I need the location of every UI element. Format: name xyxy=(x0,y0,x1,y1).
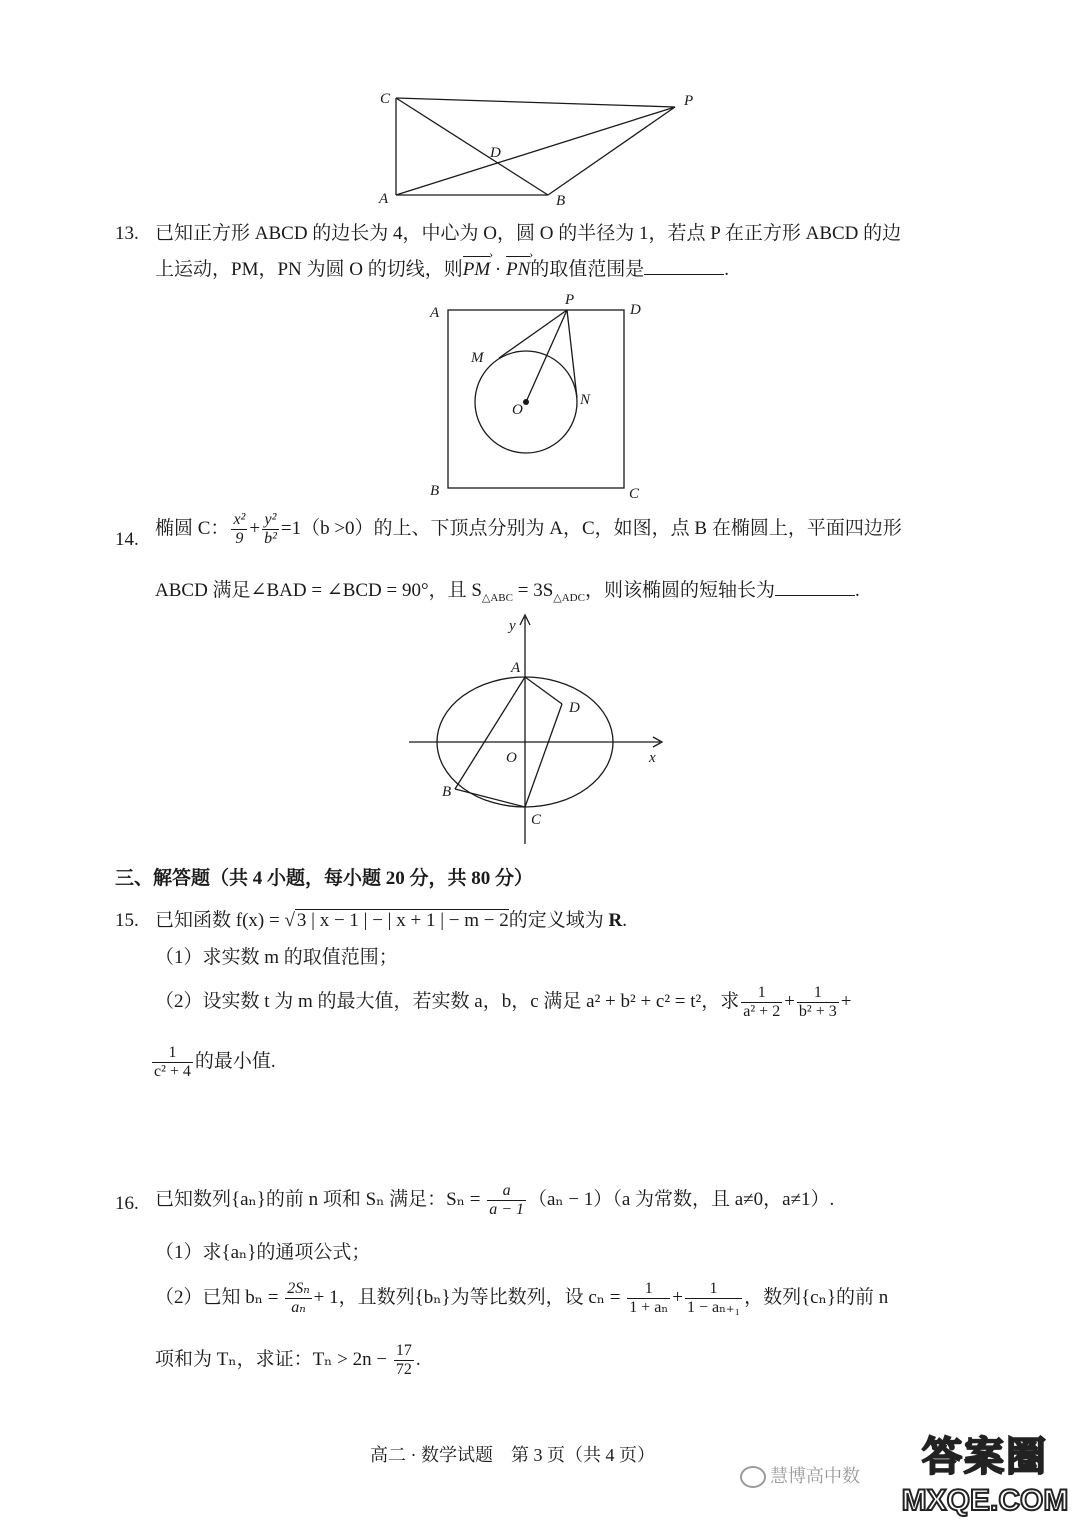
fraction-17-over-72 xyxy=(394,1343,414,1378)
label-a: A xyxy=(430,305,440,321)
denominator: aₙ xyxy=(291,1299,306,1316)
fraction-1-over-c2-plus-4 xyxy=(152,1045,193,1080)
q15-line1 xyxy=(155,911,627,930)
denominator: 1 − aₙ₊₁ xyxy=(686,1299,741,1316)
logo-top-text: 答案圈 xyxy=(922,1435,1048,1479)
plus-sign: + xyxy=(672,1286,683,1308)
numerator: 1 xyxy=(797,985,839,1003)
denominator: c² + 4 xyxy=(154,1063,191,1080)
period: . xyxy=(724,259,730,280)
q16-p2-a: （2）已知 bₙ = xyxy=(155,1286,284,1308)
q13-line2-a: 上运动，PM，PN 为圆 O 的切线，则 xyxy=(155,259,463,280)
q14-l1-a: 椭圆 C： xyxy=(155,517,230,539)
vector-pm: PM › xyxy=(463,260,490,279)
section-title: 三、解答题（共 4 小题，每小题 20 分，共 80 分） xyxy=(115,868,534,889)
figure-q14 xyxy=(405,612,670,852)
numerator: 1 xyxy=(627,1281,670,1299)
vector-pn: PN › xyxy=(506,260,530,279)
plus-sign: + xyxy=(784,990,795,1012)
q16-p2-b: + 1，且数列{bₙ}为等比数列，设 cₙ = xyxy=(313,1286,626,1308)
numerator: 17 xyxy=(395,1342,412,1359)
numerator: y² xyxy=(262,512,279,530)
q13-line2-b: 的取值范围是 xyxy=(530,259,645,280)
answer-blank xyxy=(644,274,724,275)
label-o: O xyxy=(512,402,523,418)
q16-part2 xyxy=(155,1281,888,1316)
q15-number: 15. xyxy=(115,910,139,931)
denominator: 9 xyxy=(235,530,244,547)
logo-watermark xyxy=(895,1425,1075,1525)
figure-q12 xyxy=(370,85,700,210)
q14-line1 xyxy=(155,512,902,547)
dot-operator: · xyxy=(490,259,506,280)
label-d: D xyxy=(569,700,580,716)
label-c: C xyxy=(380,91,391,107)
label-c: C xyxy=(531,812,542,828)
denominator: 1 + aₙ xyxy=(629,1299,669,1316)
wechat-icon xyxy=(740,1466,766,1488)
q15-part1: （1）求实数 m 的取值范围； xyxy=(155,947,398,968)
q16-p3-a: 项和为 Tₙ，求证：Tₙ > 2n − xyxy=(155,1348,392,1370)
fraction-1-over-1-plus-an xyxy=(627,1281,670,1316)
fraction-1-over-a2-plus-2 xyxy=(741,985,782,1020)
label-b: B xyxy=(556,193,566,209)
sqrt-sign: √ xyxy=(284,910,295,931)
denominator: a − 1 xyxy=(489,1201,524,1218)
numerator: x² xyxy=(233,511,246,528)
subscript-abc: △ABC xyxy=(481,591,513,604)
real-numbers-symbol: R xyxy=(608,910,623,931)
label-b: B xyxy=(442,784,452,800)
fraction-1-over-b2-plus-3 xyxy=(797,985,839,1020)
period: . xyxy=(622,910,627,931)
q15-p2-a: （2）设实数 t 为 m 的最大值，若实数 a，b，c 满足 a² + b² + c² = t²，求 xyxy=(155,990,740,1012)
q14-l2-b: = 3S xyxy=(512,580,554,601)
q13-line2 xyxy=(155,260,729,279)
q15-part2 xyxy=(155,985,851,1020)
label-c: C xyxy=(629,486,640,502)
denominator: a² + 2 xyxy=(743,1003,781,1020)
label-o: O xyxy=(506,750,517,766)
q16-l1-a: 已知数列{aₙ}的前 n 项和 Sₙ 满足：Sₙ = xyxy=(155,1188,486,1210)
answer-blank xyxy=(775,595,855,596)
q13-line1: 已知正方形 ABCD 的边长为 4，中心为 O，圆 O 的半径为 1，若点 P 在正方形 ABCD 的边 xyxy=(155,223,902,244)
fraction-1-over-1-minus-an1 xyxy=(685,1281,742,1316)
q15-p2-b: 的最小值. xyxy=(194,1050,276,1072)
q15-l1-a: 已知函数 f(x) = xyxy=(155,910,285,931)
label-p: P xyxy=(565,292,575,308)
figure-q13 xyxy=(425,290,655,505)
label-a: A xyxy=(379,191,389,207)
numerator: a xyxy=(487,1183,526,1201)
denominator: b² xyxy=(264,530,277,547)
q16-part1: （1）求{aₙ}的通项公式； xyxy=(155,1242,371,1263)
denominator: b² + 3 xyxy=(798,1003,837,1020)
fraction-a-over-a-minus-1 xyxy=(487,1183,526,1218)
q16-line1 xyxy=(155,1183,834,1218)
q14-line2 xyxy=(155,581,860,604)
label-a: A xyxy=(511,660,521,676)
radicand: 3 | x − 1 | − | x + 1 | − m − 2 xyxy=(296,910,509,931)
label-p: P xyxy=(684,93,694,109)
numerator: 1 xyxy=(152,1045,193,1063)
q16-p2-c: ，数列{cₙ}的前 n xyxy=(744,1286,889,1308)
numerator: 2Sₙ xyxy=(287,1280,310,1297)
label-b: B xyxy=(430,483,440,499)
page-footer: 高二 · 数学试题 第 3 页（共 4 页） xyxy=(370,1445,655,1465)
fraction-y2-over-b2 xyxy=(262,512,279,547)
label-m: M xyxy=(471,350,484,366)
label-y: y xyxy=(509,618,516,634)
q14-number: 14. xyxy=(115,529,139,550)
denominator: 72 xyxy=(395,1361,412,1378)
label-n: N xyxy=(580,392,591,408)
q14-l2-a: ABCD 满足∠BAD = ∠BCD = 90°，且 S xyxy=(155,580,482,601)
logo-bottom-text: MXQE.COM xyxy=(901,1484,1069,1517)
period: . xyxy=(415,1348,421,1370)
wechat-account-name: 慧博高中数 xyxy=(770,1466,860,1486)
q15-l1-b: 的定义域为 xyxy=(508,910,609,931)
q14-l2-c: ，则该椭圆的短轴长为 xyxy=(584,580,775,601)
fraction-2sn-over-an xyxy=(285,1281,311,1316)
fraction-x2-over-9 xyxy=(231,512,247,547)
plus-sign: + xyxy=(249,517,261,539)
q14-l1-b: =1（b >0）的上、下顶点分别为 A，C，如图，点 B 在椭圆上，平面四边形 xyxy=(280,517,902,539)
q16-part2-cont xyxy=(155,1343,421,1378)
numerator: 1 xyxy=(741,985,782,1003)
q16-number: 16. xyxy=(115,1193,139,1214)
wechat-watermark xyxy=(740,1462,860,1488)
label-d: D xyxy=(490,145,501,161)
plus-sign: + xyxy=(840,990,852,1012)
q15-part2-cont xyxy=(150,1045,276,1080)
label-d: D xyxy=(630,302,641,318)
q13-number: 13. xyxy=(115,223,139,244)
q16-l1-b: （aₙ − 1）（a 为常数，且 a≠0，a≠1）. xyxy=(527,1188,835,1210)
period: . xyxy=(854,580,860,601)
subscript-adc: △ADC xyxy=(553,591,585,604)
numerator: 1 xyxy=(685,1281,742,1299)
label-x: x xyxy=(649,750,656,766)
